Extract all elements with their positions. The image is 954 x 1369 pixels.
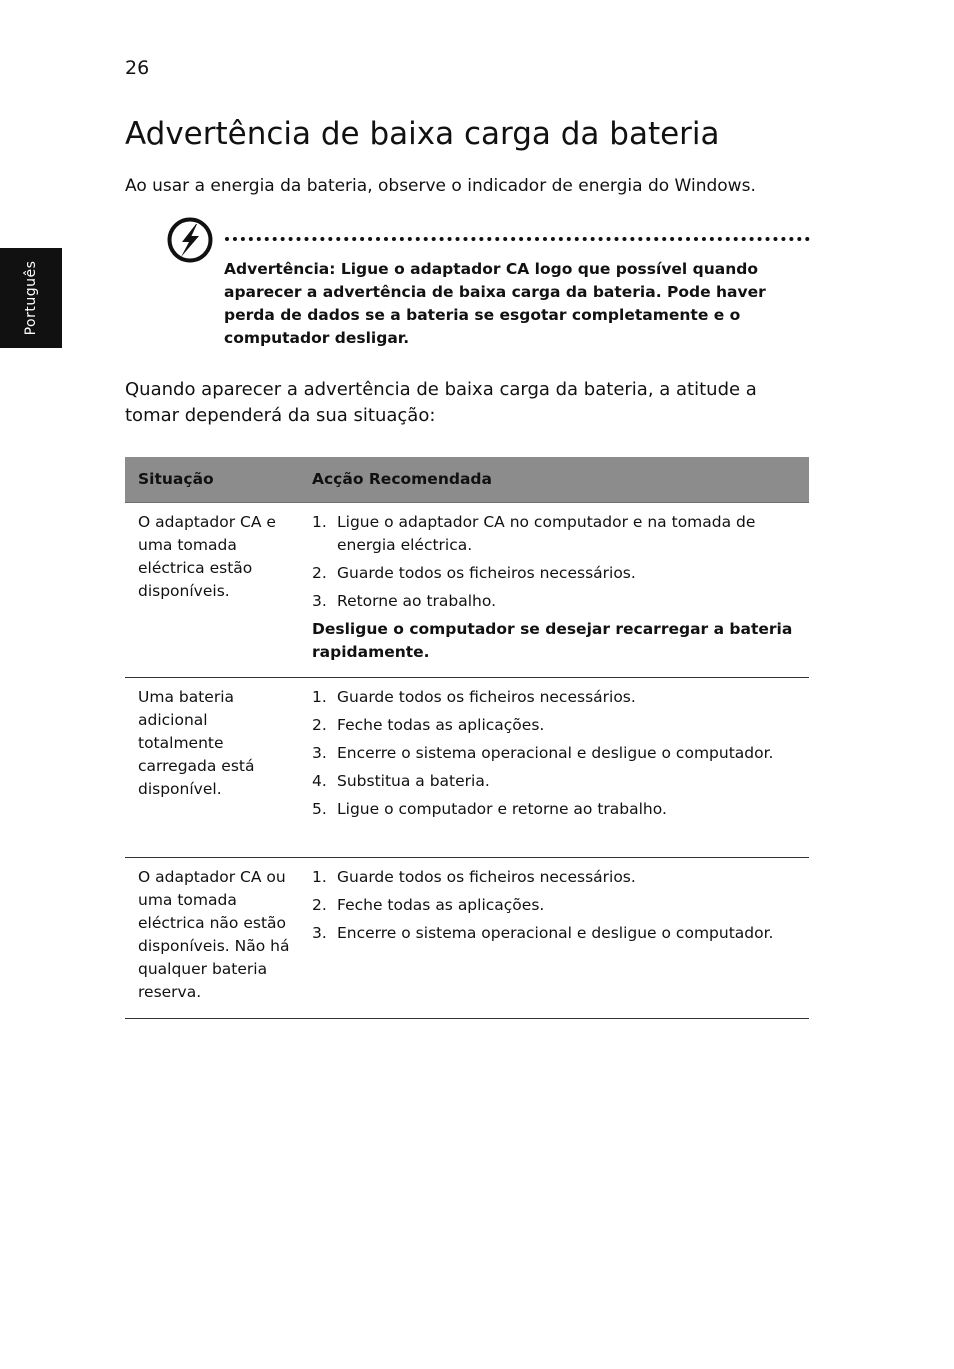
language-side-tab xyxy=(0,248,62,348)
step-text: Retorne ao trabalho. xyxy=(337,592,497,610)
steps-list xyxy=(312,511,799,613)
lead-paragraph: Quando aparecer a advertência de baixa carga da bateria, a atitude a tomar dependerá da sua situação: xyxy=(125,379,757,426)
list-item xyxy=(312,770,799,793)
step-number: 3. xyxy=(312,592,327,610)
table-row xyxy=(125,503,809,678)
step-text: Substitua a bateria. xyxy=(337,772,490,790)
list-item xyxy=(312,686,799,709)
table-header-row xyxy=(125,457,809,503)
step-number: 2. xyxy=(312,896,327,914)
list-item xyxy=(312,866,799,889)
action-cell xyxy=(303,678,809,858)
situation-action-table xyxy=(125,457,809,1019)
situation-cell: O adaptador CA e uma tomada eléctrica estão disponíveis. xyxy=(125,503,303,678)
language-tab-label: Português xyxy=(23,260,39,336)
action-cell xyxy=(303,503,809,678)
table-row xyxy=(125,858,809,1019)
step-number: 2. xyxy=(312,564,327,582)
list-item xyxy=(312,922,799,945)
list-item xyxy=(312,894,799,917)
page-title: Advertência de baixa carga da bateria xyxy=(125,116,720,152)
header-recommended-action: Acção Recomendada xyxy=(303,457,809,503)
step-number: 5. xyxy=(312,800,327,818)
step-number: 1. xyxy=(312,688,327,706)
step-text: Guarde todos os ficheiros necessários. xyxy=(337,564,636,582)
action-note: Desligue o computador se desejar recarregar a bateria rapidamente. xyxy=(312,620,793,661)
step-number: 3. xyxy=(312,744,327,762)
step-text: Ligue o adaptador CA no computador e na tomada de energia eléctrica. xyxy=(337,513,756,554)
step-text: Encerre o sistema operacional e desligue o computador. xyxy=(337,744,774,762)
steps-list xyxy=(312,686,799,821)
step-number: 2. xyxy=(312,716,327,734)
step-text: Guarde todos os ficheiros necessários. xyxy=(337,688,636,706)
step-text: Feche todas as aplicações. xyxy=(337,716,545,734)
table-row xyxy=(125,678,809,858)
step-number: 4. xyxy=(312,772,327,790)
warning-dotted-rule xyxy=(225,237,810,241)
header-situation: Situação xyxy=(125,457,303,503)
warning-text: Advertência: Ligue o adaptador CA logo que possível quando aparecer a advertência de baixa carga da bateria. Pode haver perda de dados se a bateria se esgotar completamente e o computador desligar. xyxy=(224,260,766,347)
page-number: 26 xyxy=(125,57,150,79)
list-item xyxy=(312,511,799,557)
step-number: 1. xyxy=(312,513,327,531)
step-number: 1. xyxy=(312,868,327,886)
list-item xyxy=(312,590,799,613)
step-text: Guarde todos os ficheiros necessários. xyxy=(337,868,636,886)
list-item xyxy=(312,798,799,821)
list-item xyxy=(312,562,799,585)
situation-cell: Uma bateria adicional totalmente carregada está disponível. xyxy=(125,678,303,858)
intro-paragraph: Ao usar a energia da bateria, observe o indicador de energia do Windows. xyxy=(125,176,756,196)
steps-list xyxy=(312,866,799,945)
step-text: Feche todas as aplicações. xyxy=(337,896,545,914)
action-cell xyxy=(303,858,809,1019)
step-number: 3. xyxy=(312,924,327,942)
list-item xyxy=(312,742,799,765)
warning-lightning-icon xyxy=(166,216,214,264)
step-text: Ligue o computador e retorne ao trabalho. xyxy=(337,800,667,818)
situation-cell: O adaptador CA ou uma tomada eléctrica não estão disponíveis. Não há qualquer bateria reserva. xyxy=(125,858,303,1019)
list-item xyxy=(312,714,799,737)
step-text: Encerre o sistema operacional e desligue o computador. xyxy=(337,924,774,942)
